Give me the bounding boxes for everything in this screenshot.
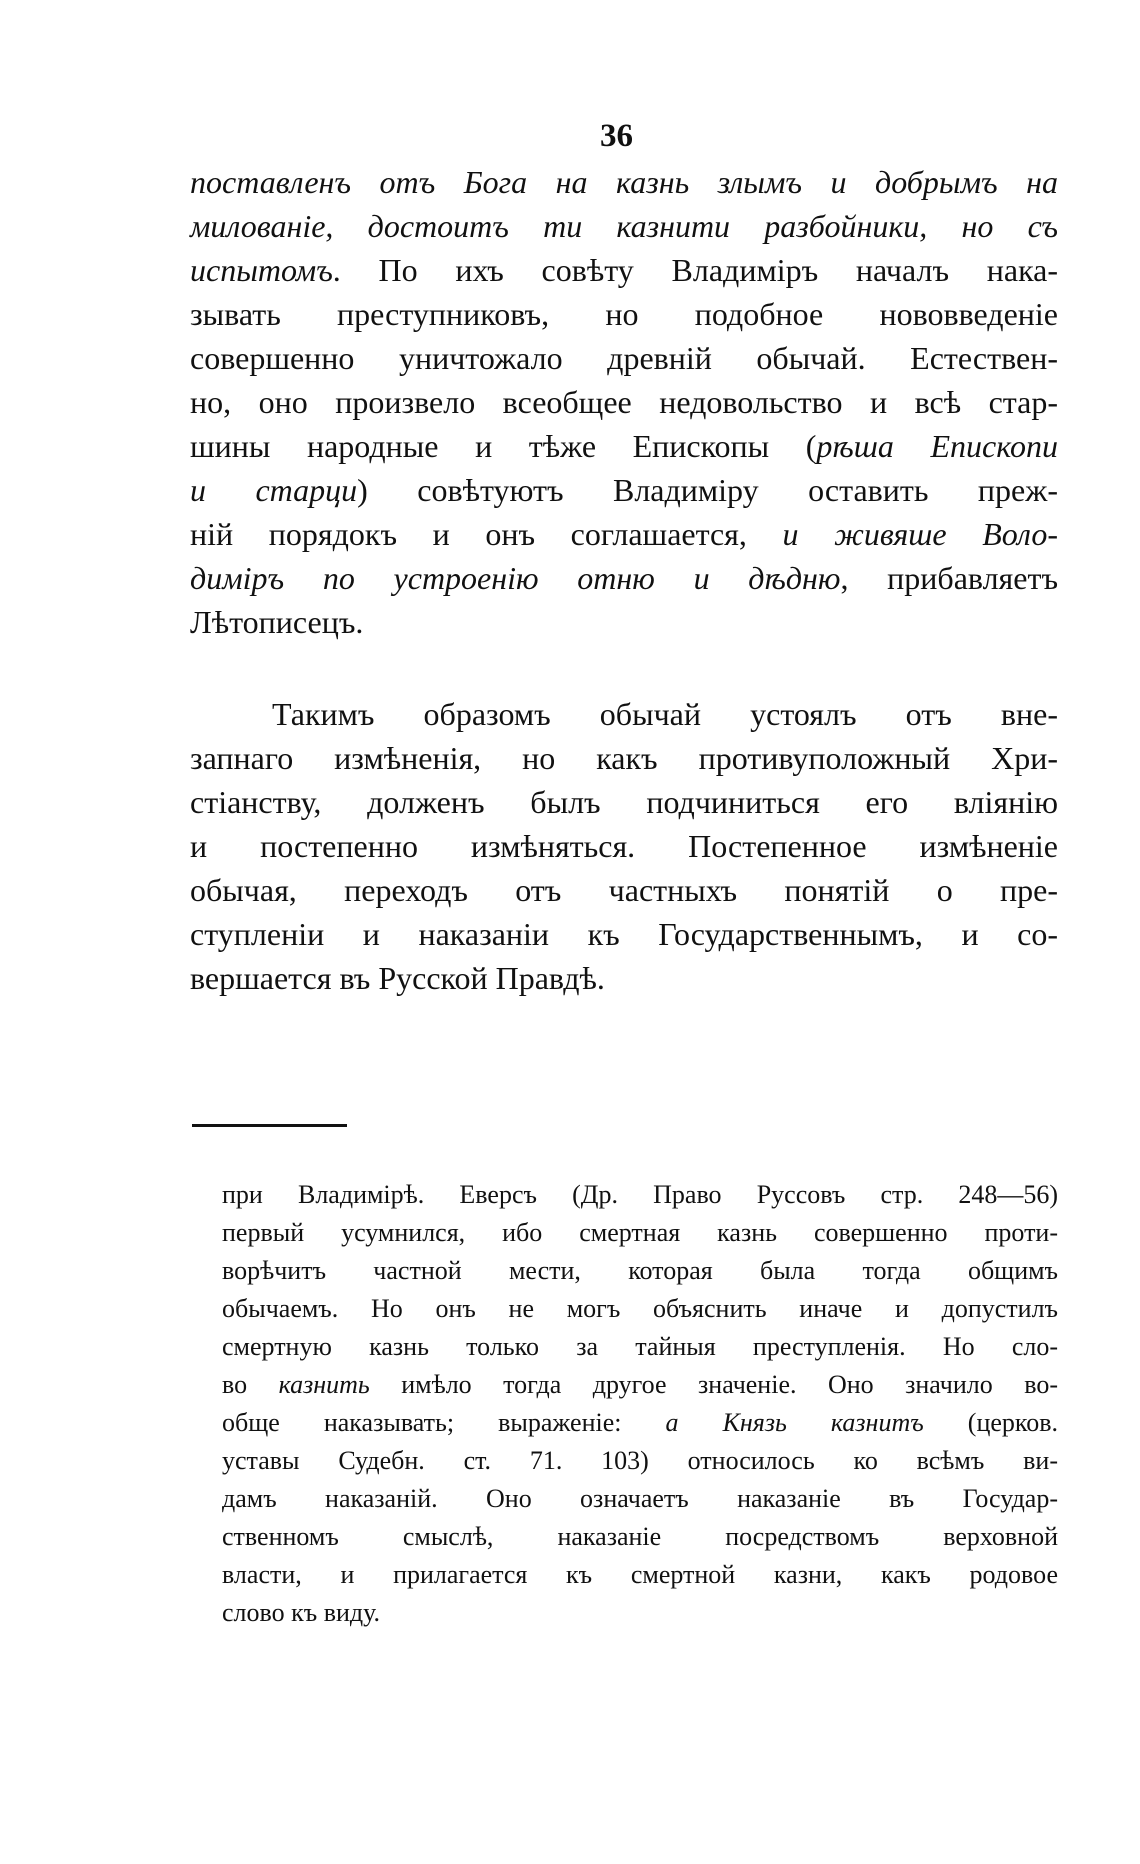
text-run: вершается въ Русской Правдѣ. xyxy=(190,960,605,996)
text-run: смертную казнь только за тайныя преступленія. Но сло- xyxy=(222,1332,1058,1361)
italic-text: испытомъ xyxy=(190,252,333,288)
paragraph-first-line xyxy=(272,692,1058,736)
text-line xyxy=(190,292,1058,336)
text-run: ворѣчитъ частной мести, которая была тогда общимъ xyxy=(222,1256,1058,1285)
footnote-line xyxy=(222,1366,1058,1404)
text-run: ступленіи и наказаніи къ Государственнымъ, и со- xyxy=(190,916,1058,952)
text-run: ) совѣтуютъ Владиміру оставить преж- xyxy=(357,472,1059,508)
text-line xyxy=(190,380,1058,424)
text-run: дамъ наказаній. Оно означаетъ наказаніе въ Государ- xyxy=(222,1484,1058,1513)
text-run: Лѣтописецъ. xyxy=(190,604,364,640)
italic-text: диміръ по устроенію отню и дѣдню xyxy=(190,560,841,596)
italic-text: поставленъ отъ Бога на казнь злымъ и добрымъ на xyxy=(190,164,1058,200)
text-run: имѣло тогда другое значеніе. Оно значило во- xyxy=(369,1370,1058,1399)
footnote-line xyxy=(222,1252,1058,1290)
footnote-line xyxy=(222,1328,1058,1366)
text-run: во xyxy=(222,1370,279,1399)
italic-text: и старци xyxy=(190,472,358,508)
text-line xyxy=(190,204,1058,248)
italic-text: а Князь казнитъ xyxy=(665,1408,924,1437)
italic-text: рѣша Епископи xyxy=(816,428,1059,464)
text-run: ственномъ смыслѣ, наказаніе посредствомъ верховной xyxy=(222,1522,1058,1551)
footnote-line xyxy=(222,1480,1058,1518)
text-run: слово къ виду. xyxy=(222,1598,381,1627)
text-line xyxy=(190,556,1058,600)
text-line xyxy=(190,160,1058,204)
text-run: стіанству, долженъ былъ подчиниться его вліянію xyxy=(190,784,1058,820)
text-run: обще наказывать; выраженіе: xyxy=(222,1408,666,1437)
text-line xyxy=(190,868,1058,912)
text-line xyxy=(190,912,1058,956)
text-run: но, оно произвело всеобщее недовольство и всѣ стар- xyxy=(190,384,1058,420)
text-line xyxy=(190,468,1058,512)
footnote-line xyxy=(222,1404,1058,1442)
text-run: совершенно уничтожало древній обычай. Естествен- xyxy=(190,340,1058,376)
footnote-line xyxy=(222,1290,1058,1328)
text-run: (церков. xyxy=(923,1408,1058,1437)
italic-text: милованіе, достоитъ ти казнити разбойники, но съ xyxy=(190,208,1058,244)
text-run: обычая, переходъ отъ частныхъ понятій о пре- xyxy=(190,872,1058,908)
footnote-line xyxy=(222,1594,1058,1632)
text-run: зывать преступниковъ, но подобное нововведеніе xyxy=(190,296,1058,332)
text-line xyxy=(190,824,1058,868)
footnote-line xyxy=(222,1214,1058,1252)
italic-text: и живяше Воло- xyxy=(782,516,1059,552)
footnote-line xyxy=(222,1518,1058,1556)
text-run: . По ихъ совѣту Владиміръ началъ нака- xyxy=(332,252,1058,288)
text-run: шины народные и тѣже Епископы ( xyxy=(190,428,817,464)
text-run: и постепенно измѣняться. Постепенное измѣненіе xyxy=(190,828,1058,864)
text-line xyxy=(190,736,1058,780)
italic-text: казнить xyxy=(278,1370,370,1399)
text-run: власти, и прилагается къ смертной казни, какъ родовое xyxy=(222,1560,1058,1589)
text-run: Такимъ образомъ обычай устоялъ отъ вне- xyxy=(272,696,1058,732)
text-run: ній порядокъ и онъ соглашается, xyxy=(190,516,783,552)
text-line xyxy=(190,600,1058,644)
footnote-line xyxy=(222,1176,1058,1214)
footnote-line xyxy=(222,1442,1058,1480)
text-run: при Владимірѣ. Еверсъ (Др. Право Руссовъ стр. 248—56) xyxy=(222,1180,1058,1209)
footnote-line xyxy=(222,1556,1058,1594)
page-number: 36 xyxy=(600,118,633,154)
text-line xyxy=(190,336,1058,380)
text-line xyxy=(190,780,1058,824)
footnote-divider xyxy=(192,1124,347,1127)
text-run: запнаго измѣненія, но какъ противуположный Хри- xyxy=(190,740,1058,776)
text-line xyxy=(190,512,1058,556)
text-run: , прибавляетъ xyxy=(840,560,1059,596)
text-run: уставы Судебн. ст. 71. 103) относилось ко всѣмъ ви- xyxy=(222,1446,1058,1475)
text-run: обычаемъ. Но онъ не могъ объяснить иначе и допустилъ xyxy=(222,1294,1058,1323)
text-line xyxy=(190,248,1058,292)
text-line xyxy=(190,956,1058,1000)
text-run: первый усумнился, ибо смертная казнь совершенно проти- xyxy=(222,1218,1058,1247)
text-line xyxy=(190,424,1058,468)
